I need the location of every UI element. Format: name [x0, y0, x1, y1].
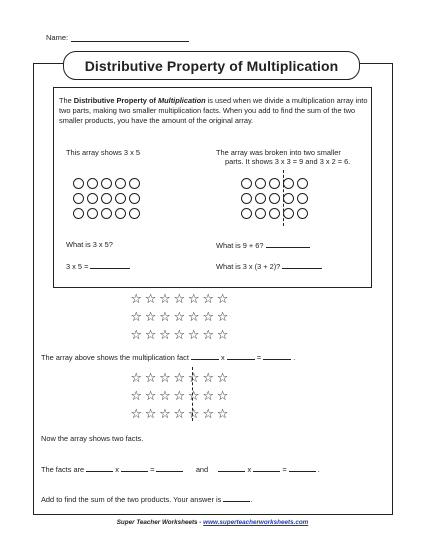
star-icon: ☆ — [187, 371, 200, 386]
circle-icon — [297, 208, 308, 219]
circle-icon — [115, 178, 126, 189]
star-icon: ☆ — [173, 328, 186, 343]
star-icon: ☆ — [173, 292, 186, 307]
circle-icon — [87, 193, 98, 204]
star-icon: ☆ — [159, 310, 171, 325]
star-icon: ☆ — [216, 389, 229, 404]
circle-icon — [269, 178, 280, 189]
circle-icon — [297, 178, 308, 189]
answer-blank[interactable] — [218, 464, 245, 472]
star-icon: ☆ — [187, 310, 200, 325]
star-icon: ☆ — [202, 389, 214, 404]
star-icon: ☆ — [144, 407, 157, 422]
circle-icon — [73, 178, 84, 189]
circle-icon — [283, 178, 294, 189]
name-label: Name: — [46, 33, 69, 42]
circle-icon — [87, 208, 98, 219]
circle-icon — [115, 193, 126, 204]
right-caption-line-2: parts. It shows 3 x 3 = 9 and 3 x 2 = 6. — [225, 157, 351, 166]
answer-blank[interactable] — [253, 464, 280, 472]
star-icon: ☆ — [202, 328, 214, 343]
right-question-1: What is 9 + 6? — [216, 240, 310, 251]
star-icon: ☆ — [216, 371, 229, 386]
left-question-1: What is 3 x 5? — [66, 240, 113, 249]
star-icon: ☆ — [216, 292, 229, 307]
circle-icon — [283, 208, 294, 219]
circle-icon — [101, 208, 112, 219]
star-icon: ☆ — [144, 371, 157, 386]
left-caption: This array shows 3 x 5 — [66, 148, 140, 157]
intro-bold: Distributive Property of — [73, 96, 158, 105]
right-circle-array — [241, 178, 311, 219]
circle-icon — [241, 178, 252, 189]
star-icon: ☆ — [159, 407, 171, 422]
answer-blank[interactable] — [121, 464, 148, 472]
left-circle-array — [73, 178, 143, 219]
intro-paragraph — [59, 96, 369, 126]
star-icon: ☆ — [159, 371, 171, 386]
star-array-2 — [129, 371, 230, 422]
circle-icon — [255, 208, 266, 219]
circle-icon — [241, 208, 252, 219]
circle-icon — [87, 178, 98, 189]
star-icon: ☆ — [216, 407, 229, 422]
circle-icon — [269, 208, 280, 219]
star-array-1 — [129, 292, 230, 343]
answer-blank[interactable] — [156, 464, 183, 472]
circle-icon — [129, 178, 140, 189]
star-icon: ☆ — [144, 292, 157, 307]
star-icon: ☆ — [173, 371, 186, 386]
answer-blank[interactable] — [282, 261, 322, 269]
star-icon: ☆ — [159, 389, 171, 404]
circle-icon — [269, 193, 280, 204]
footer: Super Teacher Worksheets - www.superteacherworksheets.com — [116, 519, 309, 526]
intro-bold-italic: Multiplication — [157, 96, 206, 105]
star-icon: ☆ — [216, 310, 229, 325]
star-icon: ☆ — [202, 407, 214, 422]
star-icon: ☆ — [173, 310, 186, 325]
intro-text-2: is used when we divide a multiplication array into two parts, making two smaller multiplication facts. When you add to find the sum of the two smaller products, you have the amount of the original array. — [59, 96, 368, 125]
star-icon: ☆ — [202, 371, 214, 386]
answer-blank[interactable] — [263, 352, 291, 360]
answer-blank[interactable] — [191, 352, 219, 360]
star-icon: ☆ — [159, 292, 171, 307]
star-icon: ☆ — [202, 310, 214, 325]
name-row — [46, 33, 189, 42]
star-icon: ☆ — [144, 389, 157, 404]
circle-icon — [255, 178, 266, 189]
answer-blank[interactable] — [227, 352, 255, 360]
circle-icon — [115, 208, 126, 219]
exercise-line-4: Add to find the sum of the two products. Your answer is . — [41, 495, 253, 504]
star-icon: ☆ — [130, 371, 143, 386]
circle-icon — [101, 178, 112, 189]
star-icon: ☆ — [144, 328, 157, 343]
star-icon: ☆ — [216, 328, 229, 343]
exercise-line-3: The facts are x = and x = . — [41, 465, 320, 474]
circle-icon — [129, 193, 140, 204]
star-icon: ☆ — [130, 407, 143, 422]
star-icon: ☆ — [159, 328, 171, 343]
answer-blank[interactable] — [90, 261, 130, 269]
circle-icon — [129, 208, 140, 219]
footer-brand: Super Teacher Worksheets — [116, 519, 198, 526]
left-question-2: 3 x 5 = — [66, 261, 130, 272]
exercise-line-1: The array above shows the multiplication fact x = . — [41, 353, 296, 362]
answer-blank[interactable] — [266, 240, 310, 248]
star-icon: ☆ — [187, 328, 200, 343]
star-icon: ☆ — [130, 310, 143, 325]
star-icon: ☆ — [187, 389, 200, 404]
right-caption-line-1: The array was broken into two smaller — [216, 148, 341, 157]
star-icon: ☆ — [130, 328, 143, 343]
star-icon: ☆ — [202, 292, 214, 307]
circle-icon — [255, 193, 266, 204]
star-split-line — [192, 367, 193, 421]
name-field[interactable] — [71, 33, 189, 42]
star-icon: ☆ — [173, 389, 186, 404]
array-split-line — [283, 170, 284, 226]
page-title: Distributive Property of Multiplication — [63, 51, 360, 80]
answer-blank[interactable] — [223, 494, 250, 502]
footer-link[interactable]: www.superteacherworksheets.com — [203, 519, 309, 526]
intro-text-1: The — [59, 96, 74, 105]
circle-icon — [73, 208, 84, 219]
star-icon: ☆ — [130, 389, 143, 404]
circle-icon — [101, 193, 112, 204]
right-question-2: What is 3 x (3 + 2)? — [216, 261, 322, 272]
circle-icon — [73, 193, 84, 204]
star-icon: ☆ — [144, 310, 157, 325]
circle-icon — [283, 193, 294, 204]
star-icon: ☆ — [187, 407, 200, 422]
star-icon: ☆ — [173, 407, 186, 422]
circle-icon — [297, 193, 308, 204]
answer-blank[interactable] — [86, 464, 113, 472]
exercise-line-2: Now the array shows two facts. — [41, 434, 144, 443]
star-icon: ☆ — [130, 292, 143, 307]
answer-blank[interactable] — [289, 464, 316, 472]
circle-icon — [241, 193, 252, 204]
star-icon: ☆ — [187, 292, 200, 307]
